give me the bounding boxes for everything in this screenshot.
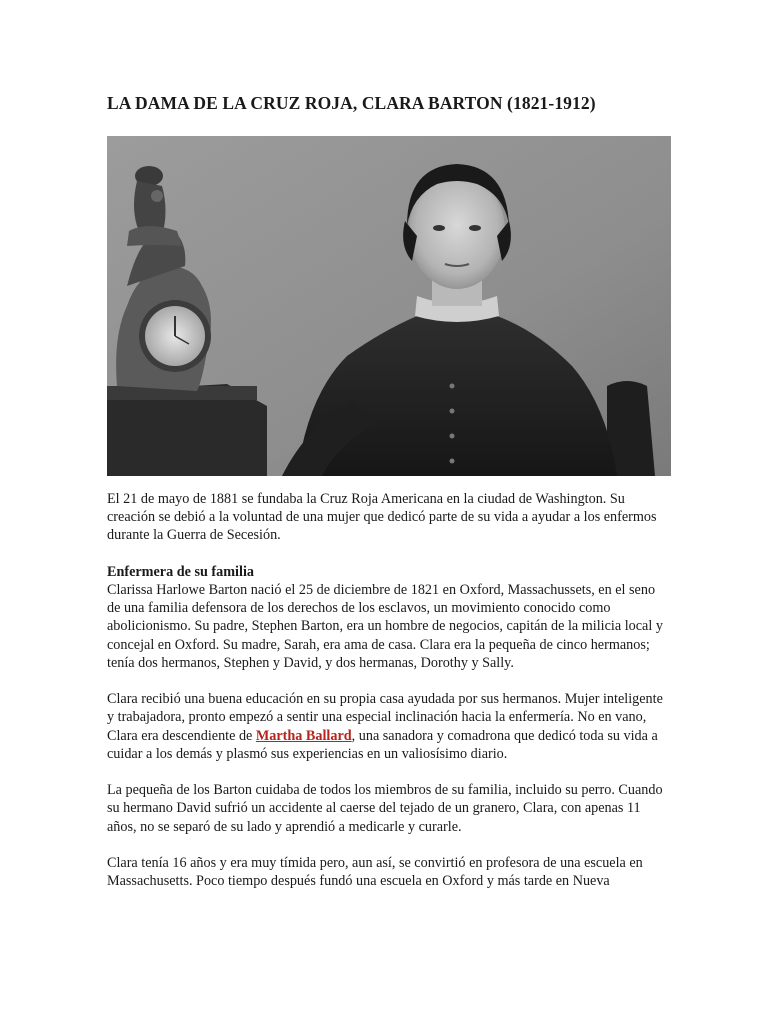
paragraph-childhood: La pequeña de los Barton cuidaba de todos los miembros de su familia, incluido su perro. Cuando su hermano David sufrió un accidente al caerse del tejado de un granero, Clara, con apenas 11 años, no se separó de su lado y aprendió a medicarle y curarle.: [107, 782, 663, 835]
paragraph-education: [107, 690, 667, 763]
paragraph-education-end: , una sanadora y comadrona que dedicó toda su vida a cuidar a los demás y plasmó sus experiencias en un valiosísimo diario.: [107, 727, 658, 762]
paragraph-teacher: Clara tenía 16 años y era muy tímida pero, aun así, se convirtió en profesora de una escuela en Massachusetts. Poco tiempo después fundó una escuela en Oxford y más tarde en Nueva: [107, 855, 643, 890]
paragraph-education-start: Clara recibió una buena educación en su propia casa ayudada por sus hermanos. Mujer inteligente y trabajadora, pronto empezó a sentir una especial inclinación hacia la enfermería. No en vano, Clara era descendiente de: [107, 691, 663, 744]
section-heading: Enfermera de su familia: [107, 563, 254, 580]
paragraph-family-text: Clarissa Harlowe Barton nació el 25 de diciembre de 1821 en Oxford, Massachussets, en el seno de una familia defensora de los derechos de los esclavos, un movimiento conocido como abolicionismo. Su padre, Stephen Barton, era un hombre de negocios, capitán de la milicia local y concejal en Oxford. Su madre, Sarah, era ama de casa. Clara era la pequeña de cinco hermanos; tenía dos hermanos, Stephen y David, y dos hermanas, Dorothy y Sally.: [107, 582, 663, 671]
paragraph-intro: El 21 de mayo de 1881 se fundaba la Cruz Roja Americana en la ciudad de Washington. Su creación se debió a la voluntad de una mujer que dedicó parte de su vida a ayudar a los enfermos durante la Guerra de Secesión.: [107, 491, 657, 544]
paragraph-family: [107, 563, 667, 672]
page-title: LA DAMA DE LA CRUZ ROJA, CLARA BARTON (1821-1912): [107, 93, 596, 113]
article-body: [107, 490, 667, 909]
portrait-photo: [107, 136, 671, 476]
martha-ballard-link[interactable]: Martha Ballard: [255, 727, 352, 744]
